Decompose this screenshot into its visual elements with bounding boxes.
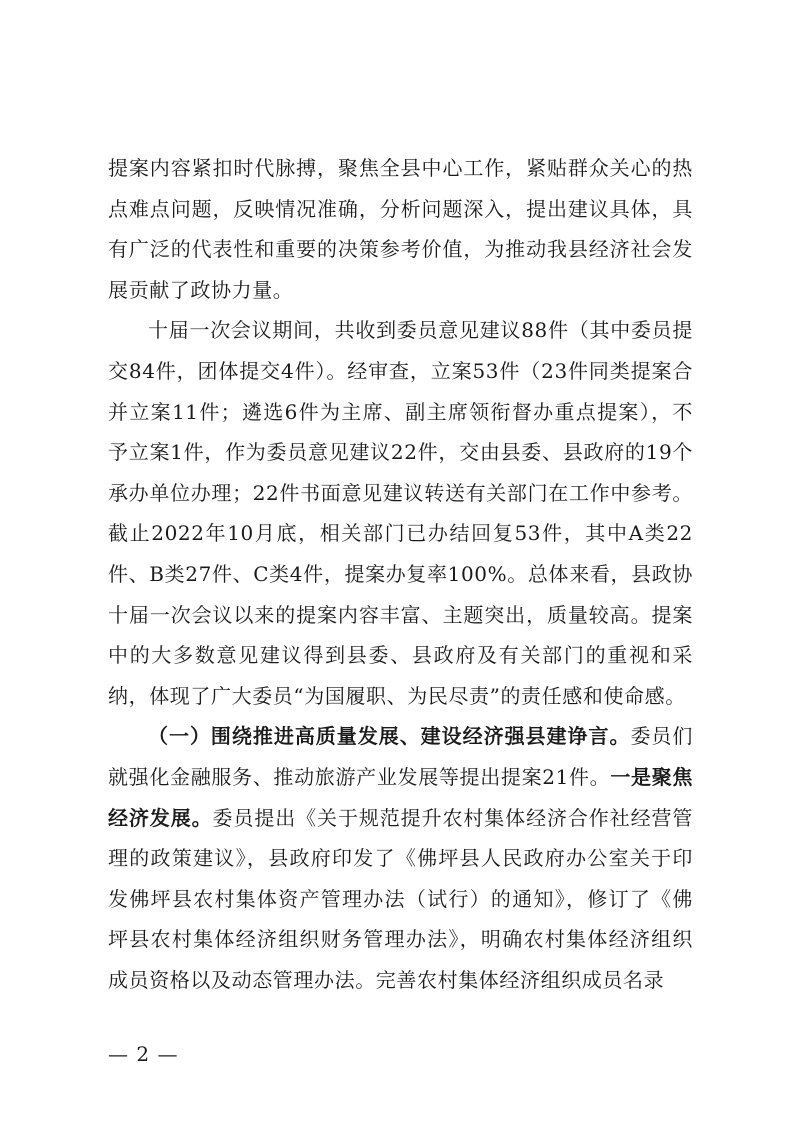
subsection-heading: 一是聚焦经济发展。 [108, 764, 693, 830]
document-body [108, 148, 693, 1000]
paragraph-proposal-summary: 提案内容紧扣时代脉搏，聚焦全县中心工作，紧贴群众关心的热点难点问题，反映情况准确，分析问题深入，提出建议具体，具有广泛的代表性和重要的决策参考价值，为推动我县经济社会发展贡献了政协力量。 [108, 156, 693, 302]
subsection-text: 委员提出《关于规范提升农村集体经济合作社经营管理的政策建议》，县政府印发了《佛坪县人民政府办公室关于印发佛坪县农村集体资产管理办法（试行）的通知》，修订了《佛坪县农村集体经济组织财务管理办法》，明确农村集体经济组织成员资格以及动态管理办法。完善农村集体经济组织成员名录 [108, 805, 694, 992]
paragraph-meeting-statistics: 十届一次会议期间，共收到委员意见建议88件（其中委员提交84件，团体提交4件）。经审查，立案53件（23件同类提案合并立案11件；遴选6件为主席、副主席领衔督办重点提案），不予立案1件，作为委员意见建议22件，交由县委、县政府的19个承办单位办理；22件书面意见建议转送有关部门在工作中参考。截止2022年10月底，相关部门已办结回复53件，其中A类22件、B类27件、C类4件，提案办复率100%。总体来看，县政协十届一次会议以来的提案内容丰富、主题突出，质量较高。提案中的大多数意见建议得到县委、县政府及有关部门的重视和采纳，体现了广大委员“为国履职、为民尽责”的责任感和使命感。 [108, 318, 693, 708]
section-text: 委员们就强化金融服务、推动旅游产业发展等提出提案21件。 [108, 724, 693, 789]
section-heading: （一）围绕推进高质量发展、建设经济强县建诤言。 [148, 724, 631, 749]
page-number: — 2 — [108, 1042, 179, 1066]
paragraph-economic-development [108, 716, 693, 1000]
